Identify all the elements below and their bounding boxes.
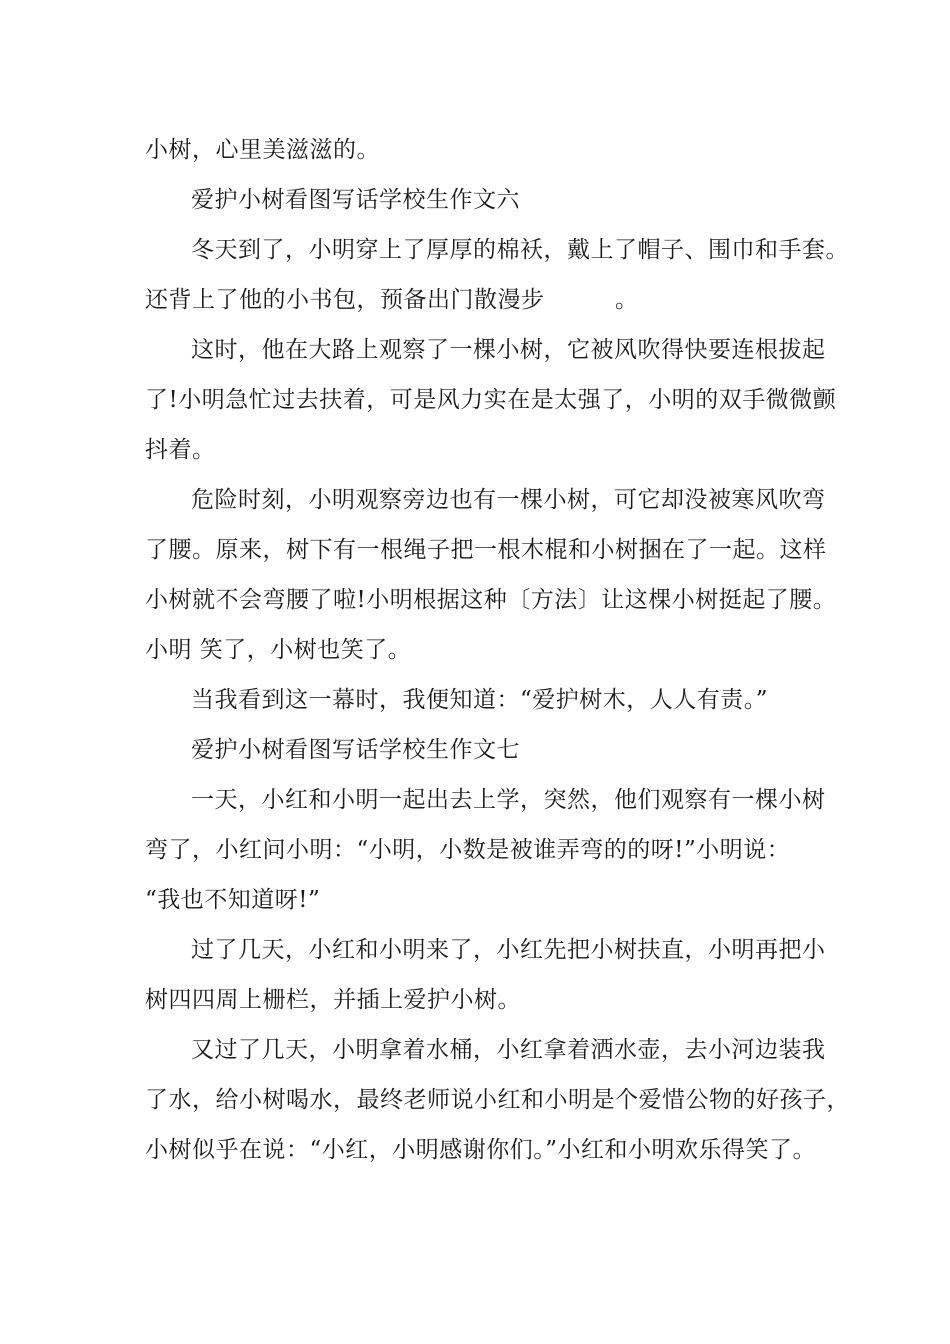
text-line: 小树就不会弯腰了啦!小明根据这种〔方法〕让这棵小树挺起了腰。	[145, 587, 837, 613]
text-line: 了水，给小树喝水，最终老师说小红和小明是个爱惜公物的好孩子，	[145, 1087, 850, 1113]
section-title: 爱护小树看图写话学校生作文七	[191, 737, 520, 763]
text-line: 当我看到这一幕时，我便知道：“爱护树木，人人有责。”	[191, 687, 769, 713]
text-line: 抖着。	[145, 437, 216, 463]
text-line: 这时，他在大路上观察了一棵小树，它被风吹得快要连根拔起	[191, 337, 826, 363]
text-line: 小树似乎在说：“小红，小明感谢你们。”小红和小明欢乐得笑了。	[145, 1137, 817, 1163]
text-line: “我也不知道呀!”	[145, 887, 321, 913]
text-line: 一天，小红和小明一起出去上学，突然，他们观察有一棵小树	[191, 787, 826, 813]
text-line: 还背上了他的小书包，预备出门散漫步 。	[145, 287, 639, 313]
text-line: 冬天到了，小明穿上了厚厚的棉袄，戴上了帽子、围巾和手套。	[191, 237, 849, 263]
text-line: 过了几天，小红和小明来了，小红先把小树扶直，小明再把小	[191, 937, 826, 963]
text-line: 危险时刻，小明观察旁边也有一棵小树，可它却没被寒风吹弯	[191, 487, 826, 513]
text-line: 弯了，小红问小明：“小明，小数是被谁弄弯的的呀!”小明说：	[145, 837, 791, 863]
text-line: 树四四周上栅栏，并插上爱护小树。	[145, 987, 521, 1013]
text-line: 又过了几天，小明拿着水桶，小红拿着洒水壶，去小河边装我	[191, 1037, 826, 1063]
text-line: 小树，心里美滋滋的。	[145, 137, 380, 163]
text-line: 小明 笑了，小树也笑了。	[145, 637, 412, 663]
text-line: 了!小明急忙过去扶着，可是风力实在是太强了，小明的双手微微颤	[145, 387, 837, 413]
text-line: 了腰。原来，树下有一根绳子把一根木棍和小树捆在了一起。这样	[145, 537, 827, 563]
section-title: 爱护小树看图写话学校生作文六	[191, 187, 520, 213]
